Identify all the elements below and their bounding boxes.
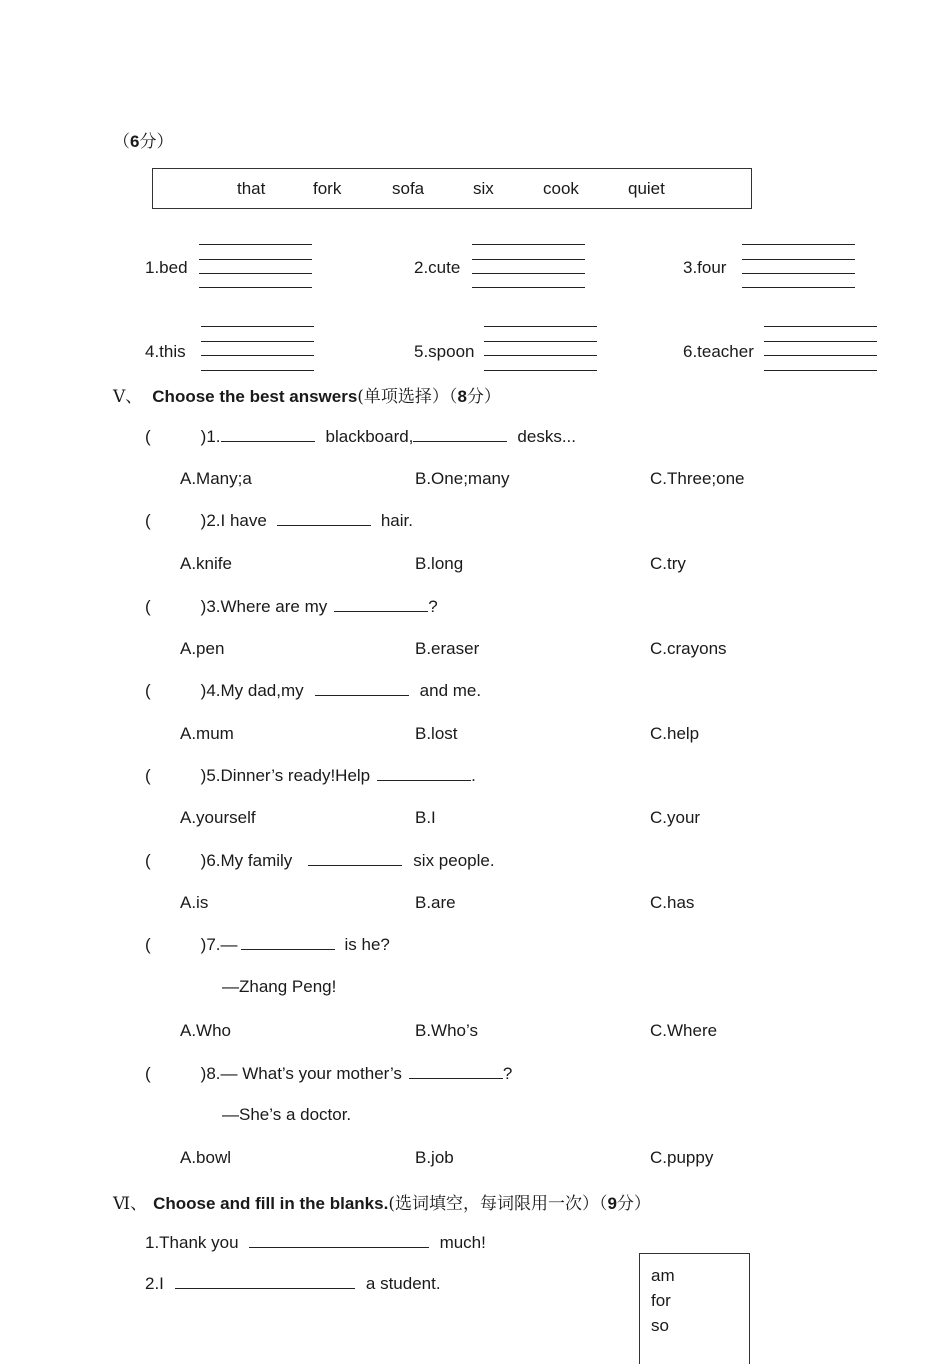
answer-paren[interactable]: ( <box>145 1064 151 1083</box>
option-c[interactable]: C.crayons <box>650 639 727 658</box>
answer-blank[interactable] <box>334 610 428 612</box>
section-title-cn: (选词填空，每词限用一次）（ <box>388 1194 608 1214</box>
score-unit: 分） <box>616 1194 651 1214</box>
question-text: hair. <box>380 511 413 530</box>
option-c[interactable]: C.try <box>650 554 686 573</box>
option-b[interactable]: B.Who’s <box>415 1021 478 1040</box>
question-text: blackboard, <box>325 427 414 446</box>
sentence-text: much! <box>439 1233 486 1252</box>
question-7 <box>145 935 390 955</box>
option-a[interactable]: A.is <box>180 893 209 912</box>
question-text: and me. <box>419 681 482 700</box>
option-a[interactable]: A.knife <box>180 554 232 573</box>
question-number: )7.— <box>200 935 238 954</box>
answer-blank[interactable] <box>413 440 507 442</box>
word-bank-box <box>152 168 752 209</box>
answer-paren[interactable]: ( <box>145 935 151 954</box>
fill-word: am <box>651 1266 675 1285</box>
rhyme-item: 4.this <box>145 342 186 361</box>
question-6 <box>145 851 495 871</box>
section-title-cn: (单项选择）（ <box>357 387 458 407</box>
answer-blank[interactable] <box>315 694 409 696</box>
question-2 <box>145 511 413 531</box>
dialogue-answer: —She’s a doctor. <box>222 1105 352 1124</box>
question-text: . <box>471 766 476 785</box>
score-unit: 分） <box>466 387 501 407</box>
answer-blank[interactable] <box>249 1246 429 1248</box>
answer-paren[interactable]: ( <box>145 681 151 700</box>
section-title: Choose the best answers <box>152 387 358 406</box>
section-numeral: Ⅴ、 <box>113 387 143 407</box>
rhyme-item: 5.spoon <box>414 342 475 361</box>
option-a[interactable]: A.pen <box>180 639 225 658</box>
section-title: Choose and fill in the blanks. <box>153 1194 389 1213</box>
rhyme-item: 6.teacher <box>683 342 754 361</box>
question-number: )6.My family <box>200 851 293 870</box>
option-b[interactable]: B.are <box>415 893 456 912</box>
question-5 <box>145 766 476 786</box>
rhyme-item: 1.bed <box>145 258 188 277</box>
option-c[interactable]: C.puppy <box>650 1148 714 1167</box>
word-bank-item: sofa <box>392 179 425 198</box>
answer-paren[interactable]: ( <box>145 427 151 446</box>
fill-word: for <box>651 1291 671 1310</box>
option-c[interactable]: C.your <box>650 808 701 827</box>
score-number: 8 <box>457 387 467 406</box>
option-a[interactable]: A.Many;a <box>180 469 252 488</box>
question-number: )2.I have <box>200 511 267 530</box>
option-b[interactable]: B.I <box>415 808 436 827</box>
question-4 <box>145 681 481 701</box>
word-bank-item: cook <box>543 179 579 198</box>
question-number: )5.Dinner’s ready!Help <box>200 766 371 785</box>
question-number: )8.— What’s your mother’s <box>200 1064 402 1083</box>
sentence-text: 1.Thank you <box>145 1233 239 1252</box>
fill-word: so <box>651 1316 669 1335</box>
option-b[interactable]: B.eraser <box>415 639 480 658</box>
fill-sentence-2 <box>145 1274 441 1294</box>
answer-blank[interactable] <box>377 779 471 781</box>
word-bank-item: that <box>237 179 266 198</box>
sentence-text: a student. <box>365 1274 441 1293</box>
option-b[interactable]: B.One;many <box>415 469 510 488</box>
option-a[interactable]: A.mum <box>180 724 234 743</box>
part5-heading <box>113 382 501 407</box>
question-number: )3.Where are my <box>200 597 328 616</box>
option-b[interactable]: B.job <box>415 1148 454 1167</box>
rhyme-item: 3.four <box>683 258 727 277</box>
question-8 <box>145 1064 512 1084</box>
option-b[interactable]: B.long <box>415 554 464 573</box>
part6-heading <box>113 1189 651 1214</box>
sentence-text: 2.I <box>145 1274 164 1293</box>
question-1 <box>145 427 576 447</box>
option-c[interactable]: C.Three;one <box>650 469 745 488</box>
question-text: desks... <box>517 427 576 446</box>
question-3 <box>145 597 438 617</box>
rhyme-item: 2.cute <box>414 258 461 277</box>
score-unit: 分） <box>139 132 174 152</box>
option-a[interactable]: A.bowl <box>180 1148 232 1167</box>
answer-paren[interactable]: ( <box>145 766 151 785</box>
question-text: is he? <box>344 935 390 954</box>
answer-paren[interactable]: ( <box>145 511 151 530</box>
option-b[interactable]: B.lost <box>415 724 458 743</box>
option-c[interactable]: C.has <box>650 893 695 912</box>
question-number: )1. <box>200 427 221 446</box>
answer-blank[interactable] <box>308 864 402 866</box>
fill-word-box <box>639 1253 750 1364</box>
answer-blank[interactable] <box>241 948 335 950</box>
part4-score <box>113 127 173 152</box>
answer-blank[interactable] <box>409 1077 503 1079</box>
answer-blank[interactable] <box>221 440 315 442</box>
fill-sentence-1 <box>145 1233 486 1253</box>
word-bank-item: quiet <box>628 179 665 198</box>
dialogue-answer: —Zhang Peng! <box>222 977 337 996</box>
option-a[interactable]: A.Who <box>180 1021 232 1040</box>
score-open: （ <box>113 132 130 152</box>
answer-paren[interactable]: ( <box>145 597 151 616</box>
answer-blank[interactable] <box>175 1287 355 1289</box>
score-number: 6 <box>130 132 140 151</box>
question-number: )4.My dad,my <box>200 681 304 700</box>
answer-paren[interactable]: ( <box>145 851 151 870</box>
question-text: ? <box>428 597 438 616</box>
question-text: six people. <box>413 851 495 870</box>
answer-blank[interactable] <box>277 524 371 526</box>
section-numeral: Ⅵ、 <box>113 1194 148 1214</box>
question-text: ? <box>502 1064 513 1083</box>
score-number: 9 <box>607 1194 617 1213</box>
option-c[interactable]: C.Where <box>650 1021 718 1040</box>
word-bank-item: fork <box>313 179 342 198</box>
option-c[interactable]: C.help <box>650 724 700 743</box>
option-a[interactable]: A.yourself <box>180 808 256 827</box>
word-bank-item: six <box>473 179 494 198</box>
